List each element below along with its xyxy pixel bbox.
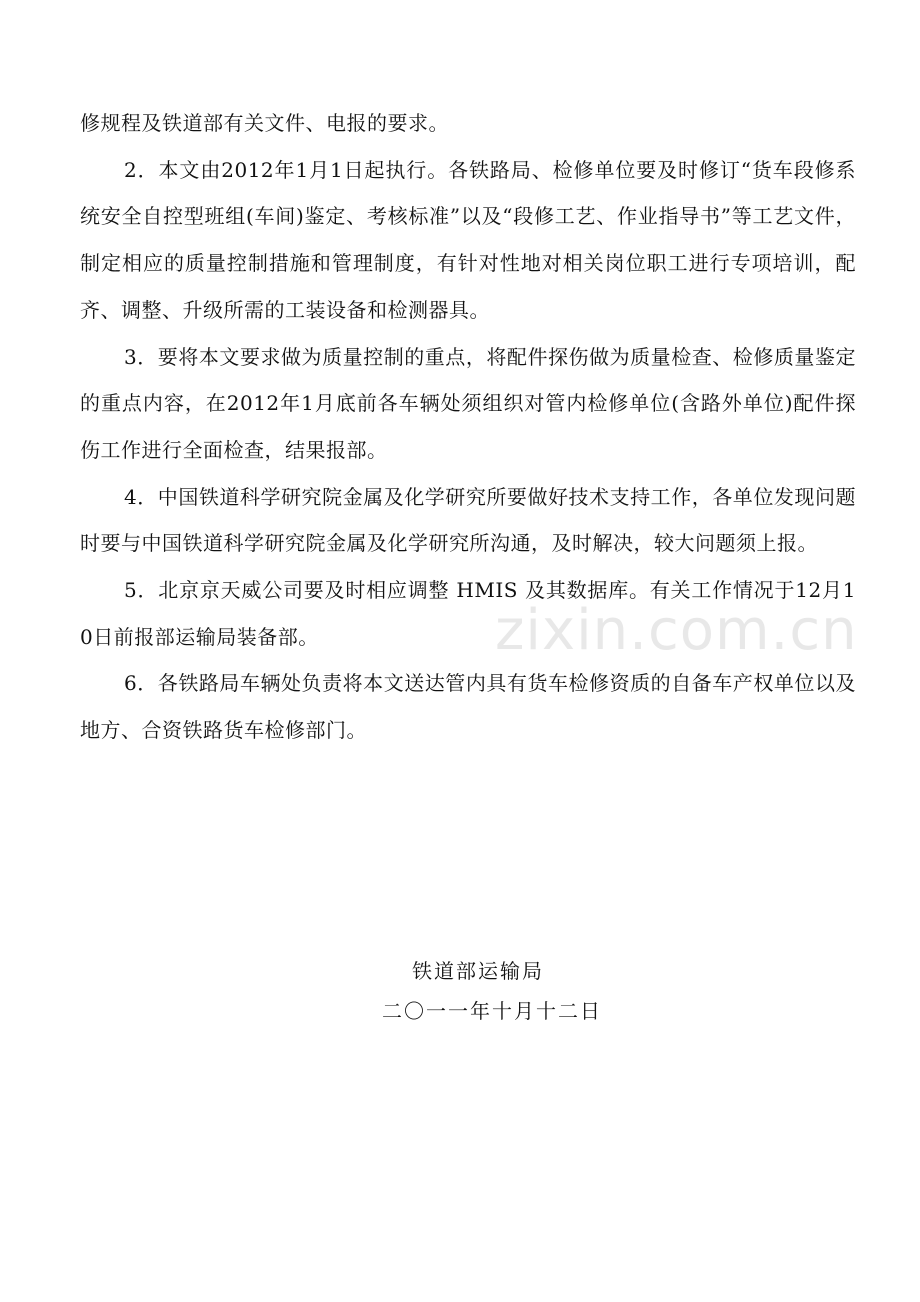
watermark: zixin.com.cn <box>495 598 858 663</box>
paragraph-item-3: 3．要将本文要求做为质量控制的重点，将配件探伤做为质量检查、检修质量鉴定的重点内容，在2012年1月底前各车辆处须组织对管内检修单位(含路外单位)配件探伤工作进行全面检查，结果报部。 <box>80 344 856 462</box>
signature-organization: 铁道部运输局 <box>412 959 544 983</box>
signature-date: 二〇一一年十月十二日 <box>382 999 602 1023</box>
paragraph-item-5: 5．北京京天威公司要及时相应调整 HMIS 及其数据库。有关工作情况于12月10日前报部运输局装备部。 <box>80 578 856 649</box>
paragraph-item-2: 2．本文由2012年1月1日起执行。各铁路局、检修单位要及时修订“货车段修系统安全自控型班组(车间)鉴定、考核标准”以及“段修工艺、作业指导书”等工艺文件，制定相应的质量控制措施和管理制度，有针对性地对相关岗位职工进行专项培训，配齐、调整、升级所需的工装设备和检测器具。 <box>80 157 856 322</box>
paragraph-item-4: 4．中国铁道科学研究院金属及化学研究所要做好技术支持工作，各单位发现问题时要与中国铁道科学研究院金属及化学研究所沟通，及时解决，较大问题须上报。 <box>80 484 856 556</box>
paragraph-continuation: 修规程及铁道部有关文件、电报的要求。 <box>80 111 449 135</box>
document-body <box>80 100 856 754</box>
paragraph-item-6: 6．各铁路局车辆处负责将本文送达管内具有货车检修资质的自备车产权单位以及地方、合资铁路货车检修部门。 <box>80 671 856 743</box>
